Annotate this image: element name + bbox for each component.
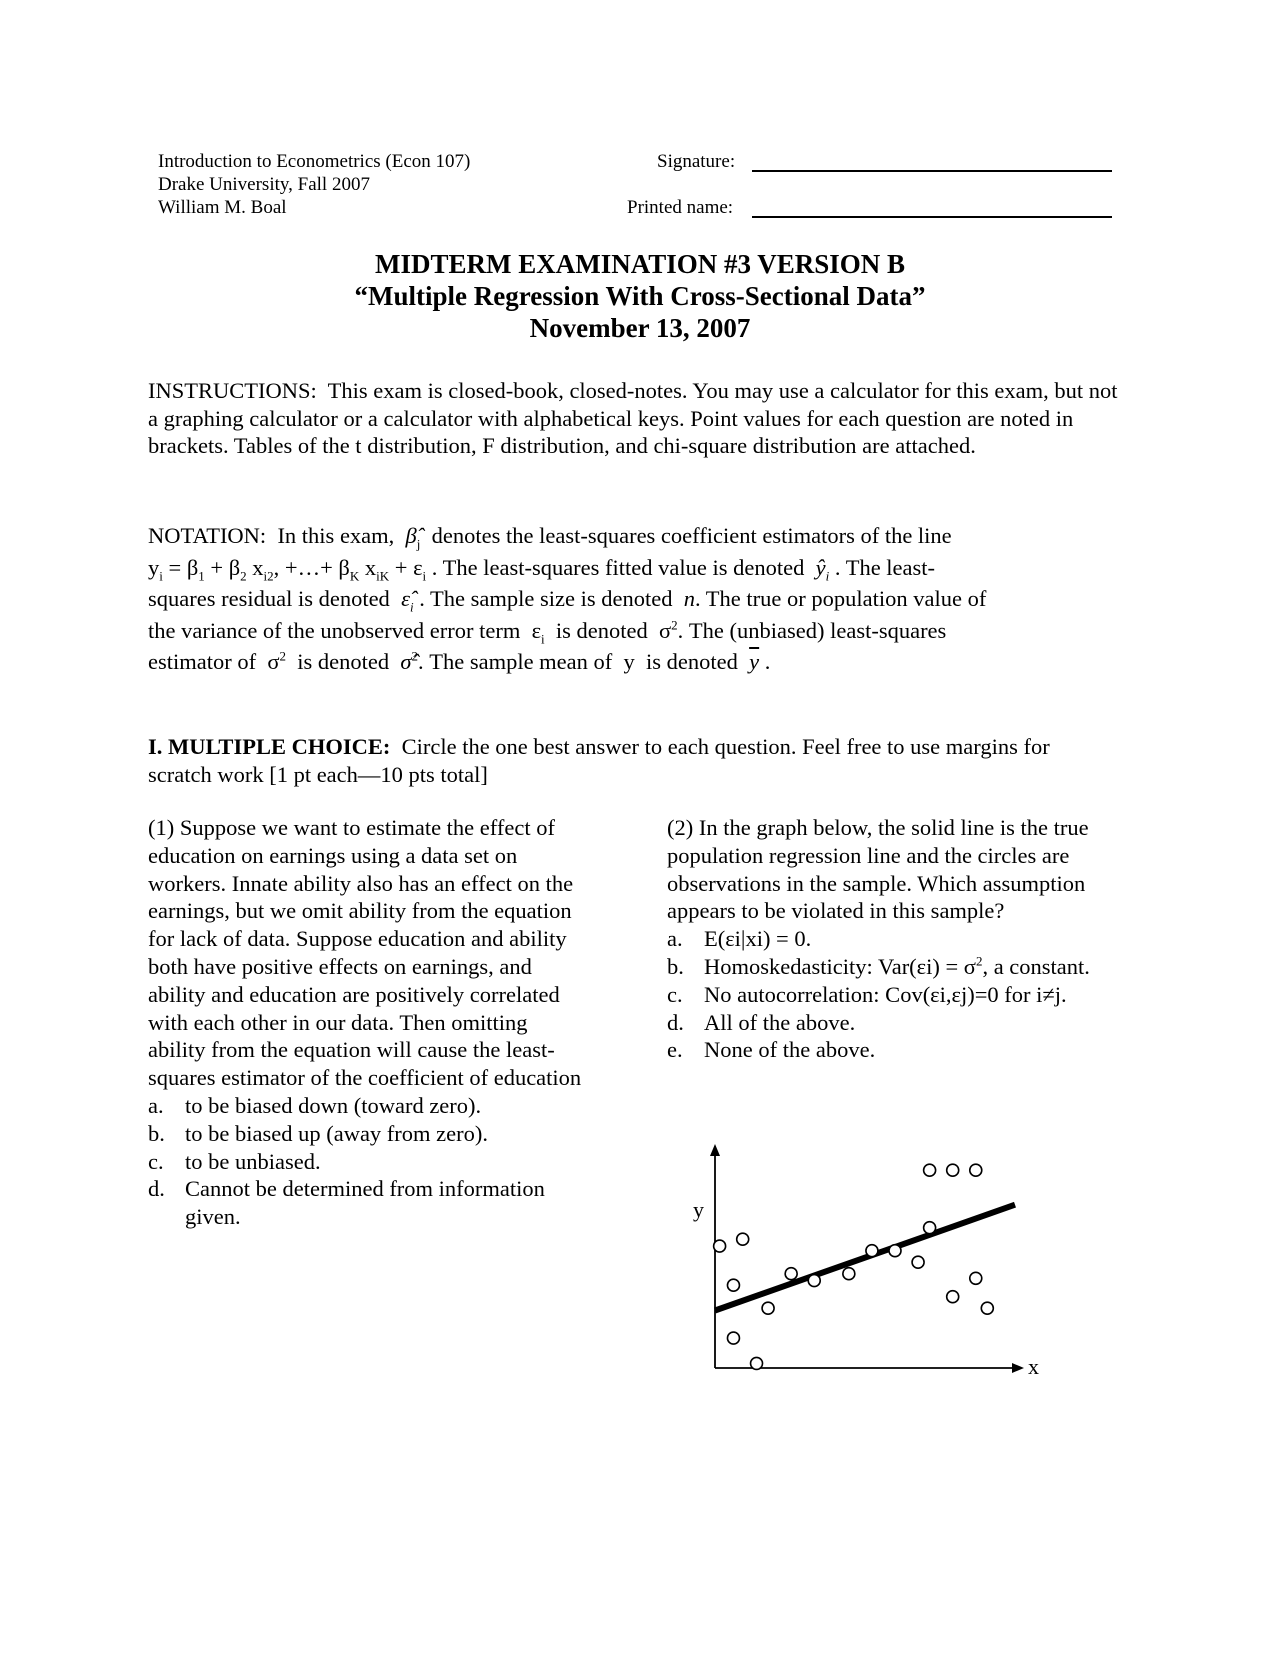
notation-text: is denoted xyxy=(297,649,390,674)
option-text: None of the above. xyxy=(704,1037,876,1063)
section-1-label: I. MULTIPLE CHOICE: xyxy=(148,734,391,759)
printed-name-label: Printed name: xyxy=(627,197,734,218)
instructor: William M. Boal xyxy=(158,197,287,218)
option-letter: a. xyxy=(667,926,683,952)
q1-option-b[interactable] xyxy=(148,1120,588,1148)
observation-point xyxy=(970,1272,982,1284)
q1-option-a[interactable] xyxy=(148,1092,588,1120)
notation-text: . The least-squares fitted value is denoted xyxy=(431,554,805,580)
q2-option-e[interactable] xyxy=(667,1036,1107,1064)
y-bar-symbol: $\overline{y}$ xyxy=(749,649,760,674)
observation-point xyxy=(714,1240,726,1252)
q2-option-c[interactable] xyxy=(667,981,1107,1009)
section-1-heading xyxy=(148,733,1078,788)
observation-point xyxy=(981,1302,993,1314)
observation-point xyxy=(727,1279,739,1291)
notation-text: . The sample mean of xyxy=(417,649,613,674)
q2-option-d[interactable] xyxy=(667,1009,1107,1037)
q2-option-b[interactable]: b. Homoskedasticity: $Var(\varepsilon i) = \sigma^2$, a constant. xyxy=(667,953,1090,979)
question-2-stem: (2) In the graph below, the solid line is the true population regression line and the circles are observations in the sample. Which assumption appears to be violated in this sample? xyxy=(667,815,1089,924)
signature-label: Signature: xyxy=(657,151,736,172)
observation-point xyxy=(924,1222,936,1234)
course-header xyxy=(158,150,470,219)
beta-hat-symbol: $\betâ_j$ xyxy=(405,523,421,552)
option-letter: b. xyxy=(667,953,684,979)
notation-text: . The true or population value of xyxy=(694,586,987,611)
option-text: to be biased up (away from zero). xyxy=(185,1120,489,1146)
observation-point xyxy=(889,1245,901,1257)
q1-option-c[interactable] xyxy=(148,1148,588,1176)
option-letter: c. xyxy=(667,981,683,1007)
observation-point xyxy=(737,1233,749,1245)
notation-text: y xyxy=(623,649,635,674)
observation-points xyxy=(714,1164,994,1369)
option-text: No autocorrelation: Cov(εi,εj)=0 for i≠j. xyxy=(704,981,1067,1007)
y-axis-arrow xyxy=(710,1144,720,1156)
university: Drake University, Fall 2007 xyxy=(158,174,370,195)
option-letter: e. xyxy=(667,1037,683,1063)
signature-field[interactable] xyxy=(752,170,1112,172)
notation-text: . The (unbiased) least-squares xyxy=(677,617,947,643)
notation-text: the variance of the unobserved error term xyxy=(148,617,521,643)
option-text: E(εi|xi) = 0. xyxy=(704,926,812,952)
observation-point xyxy=(727,1332,739,1344)
notation-label: NOTATION: xyxy=(148,523,267,548)
observation-point xyxy=(785,1268,797,1280)
notation-text: In this exam, xyxy=(277,523,395,548)
observation-point xyxy=(912,1256,924,1268)
notation-text: . The least- xyxy=(834,554,936,580)
option-letter: c. xyxy=(148,1148,164,1174)
notation-text: is denoted xyxy=(555,617,648,643)
notation-text: . The sample size is denoted xyxy=(419,586,673,611)
observation-point xyxy=(843,1268,855,1280)
y-axis-label: y xyxy=(693,1197,704,1222)
sigma-hat-symbol: σ̂$^2$ xyxy=(400,648,418,674)
notation-text: estimator of xyxy=(148,649,257,674)
q2-option-a[interactable] xyxy=(667,925,1107,953)
option-text: All of the above. xyxy=(704,1009,856,1035)
option-letter: b. xyxy=(148,1120,165,1146)
observation-point xyxy=(970,1164,982,1176)
regression-line xyxy=(715,1205,1015,1311)
observation-point xyxy=(808,1275,820,1287)
notation-n: n xyxy=(683,586,695,611)
observation-point xyxy=(762,1302,774,1314)
instructions xyxy=(148,377,1118,460)
option-text: to be biased down (toward zero). xyxy=(185,1092,482,1118)
q1-option-d[interactable] xyxy=(148,1175,588,1231)
observation-point xyxy=(947,1164,959,1176)
observation-point xyxy=(751,1357,763,1369)
observation-point xyxy=(866,1245,878,1257)
observation-point xyxy=(924,1164,936,1176)
option-letter: d. xyxy=(148,1176,165,1202)
x-axis-arrow xyxy=(1012,1363,1024,1373)
exam-date: November 13, 2007 xyxy=(529,313,751,343)
option-letter: d. xyxy=(667,1009,684,1035)
course-name: Introduction to Econometrics (Econ 107) xyxy=(158,151,471,172)
section-1-text: Circle the one best answer to each question. Feel free to use margins for scratch work [1 pt each—10 pts total] xyxy=(148,734,1050,787)
question-1-stem: (1) Suppose we want to estimate the effect of education on earnings using a data set on workers. Innate ability also has an effect on the earnings, but we omit ability from the equation for lack of data. Suppose education and ability both have positive effects on earnings, and ability and education are positively correlated with each other in our data. Then omitting ability from the equation will cause the least-squares estimator of the coefficient of education xyxy=(148,815,582,1091)
notation: NOTATION: In this exam, $\betâ_j$ denotes the least-squares coefficient estimators of the line $y_i = \beta_1 + \beta_2$ $x_{i2}$, +…+ $\beta_K$ $x_{iK} + \varepsilon_i$ . The least-squares fitted value is denoted $ŷ_i$ . The least- squares residual is denoted $\varepsilon̂_i$ . The sample size is denoted n. The true or population value of the variance of the unobserved error term $\varepsilon_i$ is denoted $\sigma^2$. The (unbiased) least-squares estimator of $\sigma^2$ is denoted σ̂$^2$. The sample mean of y is denoted $\overline{y}$ . xyxy=(148,523,987,674)
notation-text: squares residual is denoted xyxy=(148,586,390,611)
regression-scatter-plot xyxy=(680,1140,1080,1380)
observation-point xyxy=(947,1291,959,1303)
x-axis-label: x xyxy=(1028,1354,1039,1379)
notation-text: denotes the least-squares coefficient estimators of the line xyxy=(431,523,952,548)
question-2 xyxy=(667,814,1107,1064)
option-text: to be unbiased. xyxy=(185,1148,321,1174)
regression-equation: $y_i = \beta_1 + \beta_2$ $x_{i2}$, +…+ $\beta_K$ $x_{iK} + \varepsilon_i$ xyxy=(148,554,427,583)
option-text: , a constant. xyxy=(982,953,1090,979)
exam-title: MIDTERM EXAMINATION #3 VERSION B xyxy=(374,249,906,279)
printed-name-field[interactable] xyxy=(752,216,1112,218)
instructions-text: This exam is closed-book, closed-notes. You may use a calculator for this exam, but not a graphing calculator or a calculator with alphabetical keys. Point values for each question are noted in brackets. Tables of the t distribution, F distribution, and chi-square distribution are attached. xyxy=(148,378,1118,459)
y-hat-symbol: $ŷ_i$ xyxy=(815,554,830,583)
exam-subtitle: “Multiple Regression With Cross-Sectional Data” xyxy=(354,281,926,311)
option-letter: a. xyxy=(148,1092,164,1118)
option-text: Cannot be determined from information given. xyxy=(185,1176,545,1230)
epsilon-hat-symbol: $\varepsilon̂_i$ xyxy=(401,586,414,615)
notation-text: is denoted xyxy=(646,649,738,674)
option-text: Homoskedasticity: Var(εi) = σ xyxy=(704,953,976,979)
instructions-label: INSTRUCTIONS: xyxy=(148,378,317,403)
question-1 xyxy=(148,814,588,1231)
